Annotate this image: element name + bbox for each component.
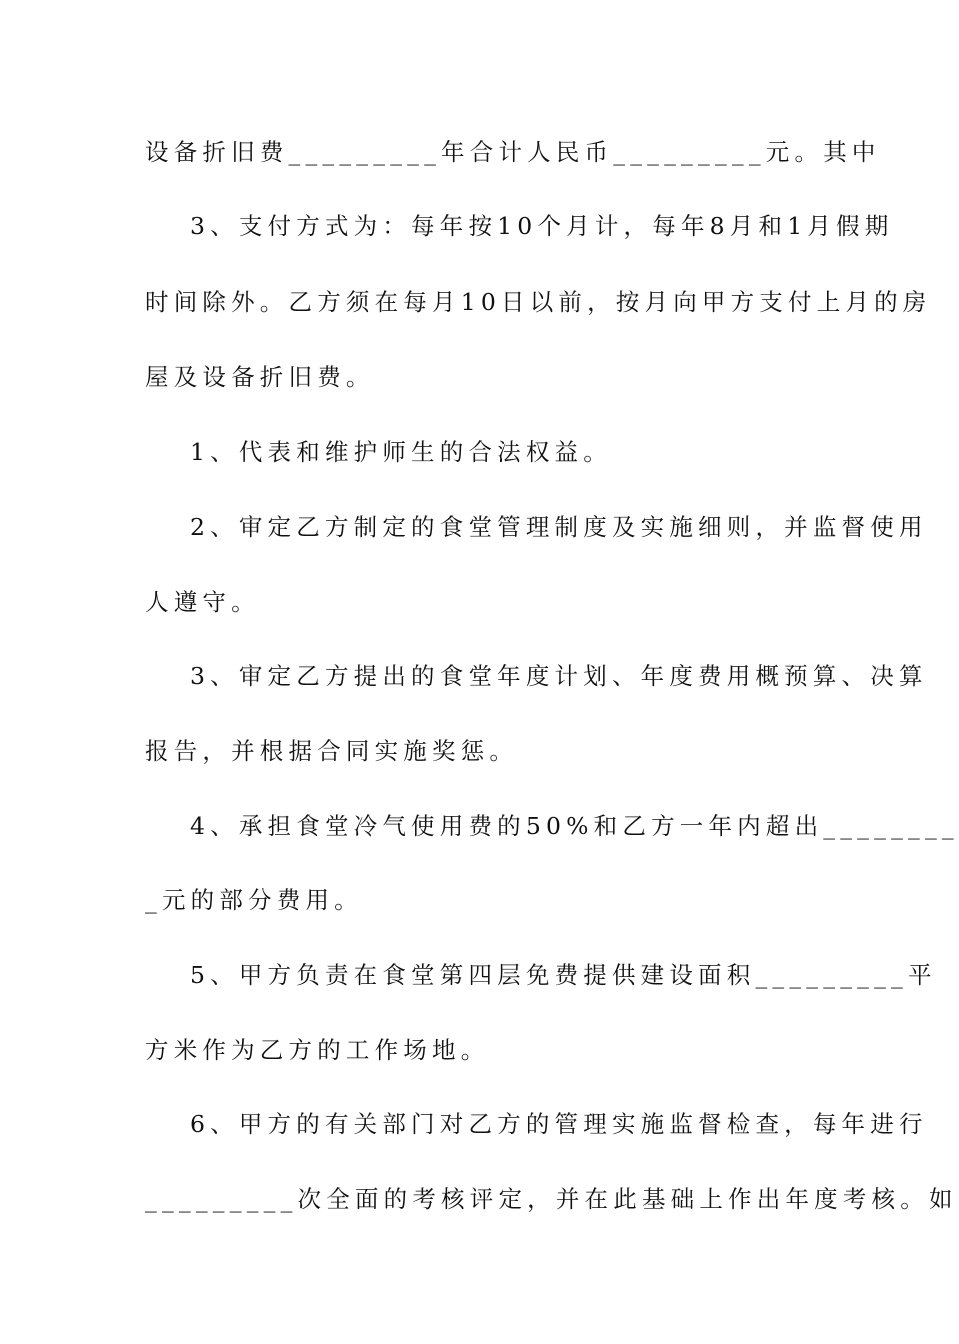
text-line-5: 1、代表和维护师生的合法权益。 xyxy=(190,438,612,466)
text-line-10: 4、承担食堂冷气使用费的50%和乙方一年内超出________ xyxy=(190,812,959,840)
text-line-3: 时间除外。乙方须在每月10日以前，按月向甲方支付上月的房 xyxy=(145,288,932,316)
text-line-6: 2、审定乙方制定的食堂管理制度及实施细则，并监督使用 xyxy=(190,513,928,541)
text-line-13: 方米作为乙方的工作场地。 xyxy=(145,1036,490,1064)
text-line-9: 报告，并根据合同实施奖惩。 xyxy=(145,737,519,765)
text-line-14: 6、甲方的有关部门对乙方的管理实施监督检查，每年进行 xyxy=(190,1110,928,1138)
text-line-8: 3、审定乙方提出的食堂年度计划、年度费用概预算、决算 xyxy=(190,662,928,690)
text-line-2: 3、支付方式为：每年按10个月计，每年8月和1月假期 xyxy=(190,212,894,240)
text-line-7: 人遵守。 xyxy=(145,588,260,616)
text-line-15: _________次全面的考核评定，并在此基础上作出年度考核。如 xyxy=(145,1185,958,1213)
text-line-1: 设备折旧费_________年合计人民币_________元。其中 xyxy=(145,138,881,166)
text-line-4: 屋及设备折旧费。 xyxy=(145,363,375,391)
text-line-11: _元的部分费用。 xyxy=(145,886,363,914)
text-line-12: 5、甲方负责在食堂第四层免费提供建设面积_________平 xyxy=(190,961,937,989)
